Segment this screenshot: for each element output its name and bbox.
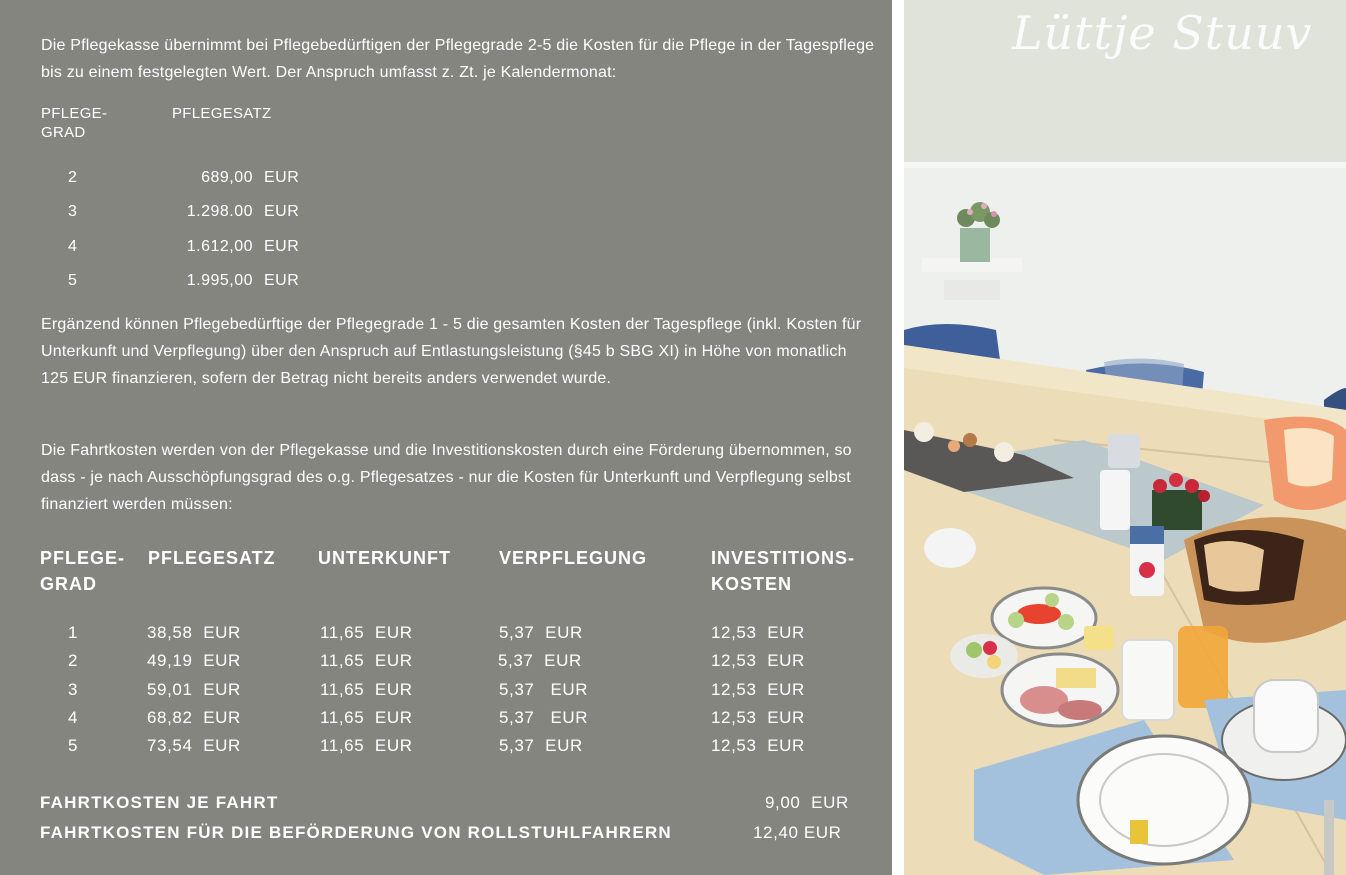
fruit-bowl xyxy=(950,634,1018,678)
table1-row xyxy=(0,203,400,223)
milk-glass xyxy=(1122,640,1174,720)
table2-investition: 12,53 EUR xyxy=(711,623,805,642)
table1-einheit: EUR xyxy=(264,203,300,220)
table1-betrag: 689,00 xyxy=(201,169,253,186)
table2-header-verpflegung: VERPFLEGUNG xyxy=(499,548,648,568)
table2-pflegesatz: 73,54 EUR xyxy=(147,736,241,755)
table2-unterkunft: 11,65 EUR xyxy=(320,623,413,642)
table2-row xyxy=(0,623,880,645)
knife xyxy=(1324,800,1334,875)
table1-betrag: 1.612,00 xyxy=(186,238,253,255)
flower-box xyxy=(1152,490,1202,530)
fahrtkosten-paragraph: Die Fahrtkosten werden von der Pflegekasse und die Investitionskosten durch eine Förderung übernommen, so dass - je nach Ausschöpfungsgrad des o.g. Pflegesatzes - nur die Kosten für Unterkunft und Verpflegung selbst finanziert werden müssen: xyxy=(41,442,852,513)
wall-trim xyxy=(904,162,1346,168)
table2-header-investition: INVESTITIONS- KOSTEN xyxy=(711,548,856,594)
cafe-logo: Lüttje Stuuv xyxy=(1012,6,1313,60)
table1-betrag: 1.298.00 xyxy=(186,203,253,220)
table2-row xyxy=(0,736,880,758)
table2-grad: 2 xyxy=(68,651,79,670)
table2-header-unterkunft: UNTERKUNFT xyxy=(318,548,451,568)
butter xyxy=(1084,626,1114,650)
table1-header-grad: PFLEGE- GRAD xyxy=(41,105,108,141)
table1-einheit: EUR xyxy=(264,169,300,186)
panel-divider xyxy=(892,0,904,875)
table2-verpflegung: 5,37 EUR xyxy=(498,651,582,670)
table1-einheit: EUR xyxy=(264,272,300,289)
table1-row xyxy=(0,169,400,189)
table2-pflegesatz: 38,58 EUR xyxy=(147,623,241,642)
table2-row xyxy=(0,651,880,673)
juice-glass xyxy=(1178,626,1228,708)
table2-unterkunft: 11,65 EUR xyxy=(320,651,413,670)
table1-header-satz: PFLEGESATZ xyxy=(172,105,272,122)
table1-row xyxy=(0,272,400,292)
table2-grad: 1 xyxy=(68,623,79,642)
table2-verpflegung: 5,37 EUR xyxy=(499,736,583,755)
table1-grad: 4 xyxy=(68,238,78,255)
table2-verpflegung: 5,37 EUR xyxy=(499,680,589,699)
milk-jug xyxy=(924,528,976,568)
table1-row xyxy=(0,238,400,258)
fahrtkosten-value: 9,00 EUR xyxy=(765,793,849,812)
intro-paragraph: Die Pflegekasse übernimmt bei Pflegebedürftigen der Pflegegrade 2-5 die Kosten für die Pflege in der Tagespflege bis zu einem festgelegten Wert. Der Anspruch umfasst z. Zt. je Kalendermonat: xyxy=(41,37,875,81)
fahrtkosten-label: FAHRTKOSTEN JE FAHRT xyxy=(40,793,279,812)
table2-investition: 12,53 EUR xyxy=(711,736,805,755)
table2-verpflegung: 5,37 EUR xyxy=(499,623,583,642)
breakfast-scene xyxy=(904,0,1346,875)
coffee-cup xyxy=(1254,680,1318,752)
table2-grad: 4 xyxy=(68,708,79,727)
empty-plate xyxy=(1078,736,1250,864)
table2-unterkunft: 11,65 EUR xyxy=(320,708,413,727)
table1-einheit: EUR xyxy=(264,238,300,255)
table1-grad: 2 xyxy=(68,169,78,186)
table2-pflegesatz: 49,19 EUR xyxy=(147,651,241,670)
breakfast-photo xyxy=(904,0,1346,875)
mug-top xyxy=(1108,434,1140,468)
table2-header-pflegesatz: PFLEGESATZ xyxy=(148,548,276,568)
table2-investition: 12,53 EUR xyxy=(711,651,805,670)
table2-row xyxy=(0,680,880,702)
table2-unterkunft: 11,65 EUR xyxy=(320,736,413,755)
table2-grad: 3 xyxy=(68,680,79,699)
table2-row xyxy=(0,708,880,730)
table2-pflegesatz: 68,82 EUR xyxy=(147,708,241,727)
entlastung-paragraph: Ergänzend können Pflegebedürftige der Pflegegrade 1 - 5 die gesamten Kosten der Tagespflege (inkl. Kosten für Unterkunft und Verpflegung) über den Anspruch auf Entlastungsleistung (§45 b SBG XI) in Höhe von monatlich 125 EUR finanzieren, sofern der Betrag nicht bereits anders verwendet wurde. xyxy=(41,316,862,387)
table1-grad: 3 xyxy=(68,203,78,220)
table2-pflegesatz: 59,01 EUR xyxy=(147,680,241,699)
table2-investition: 12,53 EUR xyxy=(711,680,805,699)
plant-pot xyxy=(960,228,990,262)
rollstuhl-fahrtkosten-value: 12,40 EUR xyxy=(753,823,842,842)
table2-grad: 5 xyxy=(68,736,79,755)
table2-header-grad: PFLEGE- GRAD xyxy=(40,548,126,594)
table2-verpflegung: 5,37 EUR xyxy=(499,708,589,727)
rollstuhl-fahrtkosten-label: FAHRTKOSTEN FÜR DIE BEFÖRDERUNG VON ROLLSTUHLFAHRERN xyxy=(40,823,672,842)
table1-betrag: 1.995,00 xyxy=(186,272,253,289)
table2-investition: 12,53 EUR xyxy=(711,708,805,727)
table1-grad: 5 xyxy=(68,272,78,289)
table2-unterkunft: 11,65 EUR xyxy=(320,680,413,699)
